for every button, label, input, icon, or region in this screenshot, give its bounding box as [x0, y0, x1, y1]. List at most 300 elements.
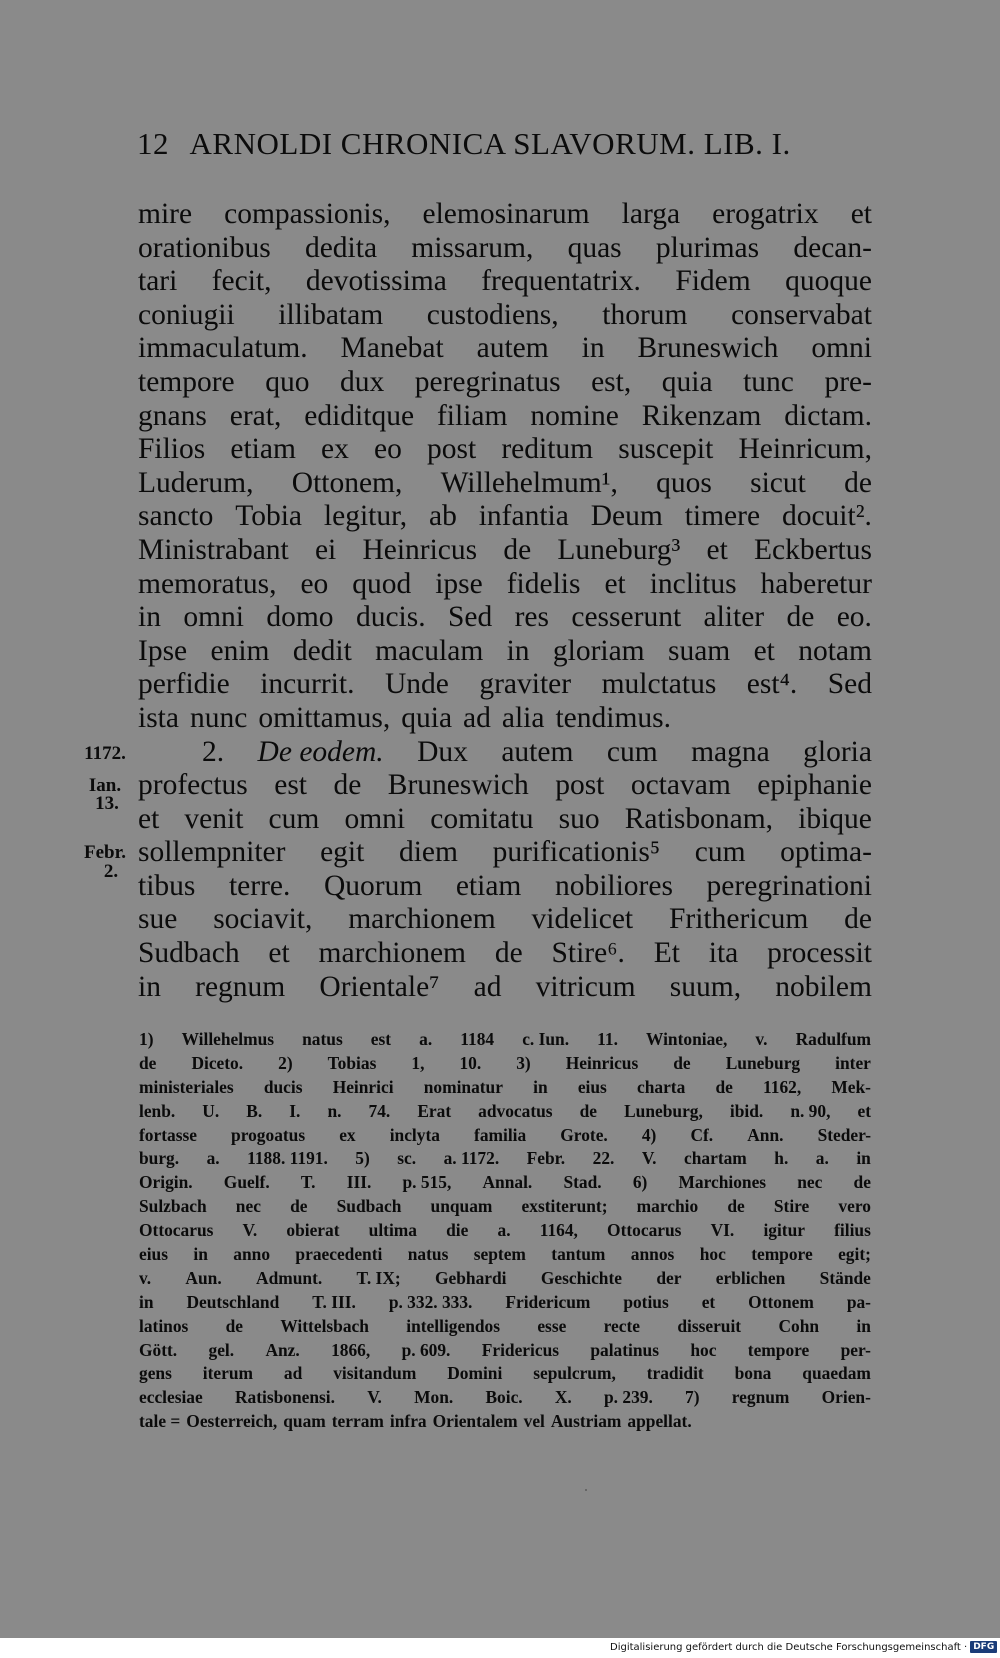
word: venit	[184, 802, 244, 835]
footnote-line	[139, 1171, 871, 1195]
word: peregrinatus	[414, 365, 561, 398]
word: Anz.	[265, 1339, 300, 1360]
word: comitatu	[430, 802, 534, 835]
word: appellat.	[627, 1411, 692, 1432]
word: tradidit	[646, 1363, 704, 1384]
word: cum	[606, 735, 658, 768]
word: vero	[838, 1196, 871, 1217]
word: eius	[577, 1076, 607, 1097]
word: autem	[501, 735, 574, 768]
word: tale =	[139, 1411, 181, 1432]
text-line	[138, 903, 872, 937]
text-line	[138, 971, 872, 1005]
word: Et	[653, 937, 680, 970]
word: optima-	[780, 836, 872, 869]
word: missarum,	[411, 231, 534, 264]
word: thorum	[602, 298, 688, 331]
word: Deutschland	[186, 1291, 280, 1312]
word: post	[427, 433, 477, 466]
word: sollempniter	[138, 836, 286, 869]
word: a.	[815, 1148, 829, 1169]
word: terram	[331, 1411, 384, 1432]
word: Gött.	[139, 1339, 178, 1360]
word: Ann.	[747, 1124, 784, 1145]
word: iterum	[202, 1363, 253, 1384]
word: nominatur	[423, 1076, 503, 1097]
word: palatinus	[590, 1339, 659, 1360]
word: in	[139, 1291, 154, 1312]
word: Austriam	[550, 1411, 622, 1432]
text-line	[138, 937, 872, 971]
word: eo	[374, 433, 402, 466]
word: Sulzbach	[139, 1196, 207, 1217]
footnote-line	[139, 1219, 871, 1243]
word: diem	[398, 836, 458, 869]
word: frequentatrix.	[481, 265, 641, 298]
word: quo	[265, 365, 310, 398]
word: p. 332. 333.	[388, 1291, 473, 1312]
word: fecit,	[211, 265, 272, 298]
running-header	[137, 126, 791, 162]
word: Luneburg,	[624, 1100, 703, 1121]
word: reditum	[501, 433, 594, 466]
word: exstiterunt;	[521, 1196, 608, 1217]
word: de	[673, 1052, 691, 1073]
word: eo	[300, 567, 329, 600]
margin-day-13: 13.	[95, 793, 119, 814]
word: per-	[840, 1339, 871, 1360]
word: 6)	[632, 1172, 648, 1193]
word: erblichen	[715, 1267, 786, 1288]
text-line	[138, 870, 872, 904]
word: gens	[139, 1363, 172, 1384]
word: Erat	[417, 1100, 452, 1121]
word: Wittelsbach	[280, 1315, 369, 1336]
word: unquam	[430, 1196, 493, 1217]
word: infantia	[478, 500, 569, 533]
word: de	[494, 937, 523, 970]
word: Radulfum	[795, 1029, 871, 1049]
word: a.	[206, 1148, 220, 1169]
word: V.	[242, 1220, 258, 1241]
chapter-title: De eodem.	[257, 735, 384, 768]
word: de	[844, 466, 872, 499]
word: B.	[246, 1100, 263, 1121]
word: in	[193, 1244, 208, 1265]
word: filius	[834, 1220, 871, 1241]
word: terre.	[228, 869, 291, 902]
word: V.	[641, 1148, 657, 1169]
word: tantum	[551, 1244, 606, 1265]
word: et	[604, 567, 626, 600]
word: et	[138, 802, 160, 835]
word: pa-	[846, 1291, 871, 1312]
word: hoc	[699, 1244, 726, 1265]
credit-text: Digitalisierung gefördert durch die Deutsche Forschungsgemeinschaft ·	[610, 1641, 968, 1653]
footnote-line	[139, 1410, 871, 1434]
word: suo	[558, 802, 600, 835]
word: Quorum	[323, 869, 423, 902]
word: sc.	[397, 1148, 417, 1169]
word: h.	[774, 1148, 789, 1169]
word: plurimas	[655, 231, 760, 264]
word: dedit	[292, 634, 352, 667]
word: erat,	[229, 399, 282, 432]
word: natus	[407, 1244, 449, 1265]
word: gel.	[208, 1339, 235, 1360]
word: gloriam	[552, 634, 645, 667]
word: Stire⁶.	[551, 937, 625, 970]
word: larga	[621, 198, 681, 230]
word: ad	[283, 1363, 303, 1384]
word: de	[579, 1100, 598, 1121]
text-line	[138, 232, 872, 266]
margin-month-febr: Febr.	[83, 842, 127, 863]
word: Stände	[819, 1267, 871, 1288]
word: inclitus	[649, 567, 737, 600]
text-line	[138, 668, 872, 702]
footnote-line	[139, 1362, 871, 1386]
word: Orientalem	[432, 1411, 518, 1432]
word: purificationis⁵	[492, 836, 661, 869]
digitization-credit	[610, 1641, 997, 1653]
word: latinos	[139, 1315, 189, 1336]
word: bona	[734, 1363, 772, 1384]
word: ecclesiae	[139, 1387, 203, 1408]
word: mulctatus	[601, 668, 717, 701]
footnote-line	[139, 1267, 871, 1291]
word: ei	[314, 533, 337, 566]
word: inclyta	[389, 1124, 440, 1145]
word: Willehelmus	[181, 1029, 275, 1049]
word: obierat	[286, 1220, 340, 1241]
text-line	[138, 265, 872, 299]
word: Marchiones	[678, 1172, 767, 1193]
word: est	[274, 769, 308, 802]
word: annos	[630, 1244, 675, 1265]
word: tari	[138, 265, 178, 298]
word: in	[506, 634, 530, 667]
word: dux	[339, 365, 385, 398]
word: de	[853, 1172, 871, 1193]
word: sue	[138, 903, 178, 936]
word: tibus	[138, 869, 196, 902]
word: sancto	[138, 500, 214, 533]
word: egit	[320, 836, 365, 869]
word: regnum	[731, 1387, 790, 1408]
word: 2)	[278, 1052, 293, 1073]
word: immaculatum.	[138, 332, 308, 365]
word: docuit².	[781, 500, 872, 533]
word: p. 515,	[402, 1172, 452, 1193]
word: Sudbach	[138, 937, 240, 970]
word: ipse	[435, 567, 483, 600]
word: cum	[268, 802, 320, 835]
word: de	[225, 1315, 244, 1336]
word: peregrinationi	[706, 869, 872, 902]
word: in	[856, 1148, 871, 1169]
word: illibatam	[278, 298, 384, 331]
word: marchionem	[318, 937, 466, 970]
word: aliter	[703, 601, 765, 634]
word: anno	[233, 1244, 271, 1265]
word: Ottonem	[748, 1291, 814, 1312]
text-line	[138, 534, 872, 568]
word: omni	[183, 601, 244, 634]
word: 4)	[641, 1124, 657, 1145]
word: octavam	[630, 769, 731, 802]
word: Bruneswich	[637, 332, 779, 365]
word: Gebhardi	[435, 1267, 507, 1288]
word: Heinricus	[565, 1052, 639, 1073]
word: suam	[667, 634, 731, 667]
word: sepulcrum,	[533, 1363, 616, 1384]
word: Frithericum	[669, 903, 809, 936]
page-number: 12	[137, 126, 169, 161]
footnote-line	[139, 1076, 871, 1100]
word: v.	[139, 1267, 152, 1288]
word: ex	[339, 1124, 356, 1145]
footnote-line	[139, 1339, 871, 1363]
word: vel	[523, 1411, 545, 1432]
word: natus	[302, 1029, 343, 1049]
word: post	[555, 769, 605, 802]
word: pre-	[824, 365, 872, 398]
word: a.	[419, 1029, 433, 1049]
word: I.	[289, 1100, 301, 1121]
word: nobilem	[775, 970, 872, 1003]
word: Tobias	[327, 1052, 377, 1073]
word: in	[138, 970, 161, 1003]
word: Steder-	[817, 1124, 871, 1145]
word: Rikenzam	[641, 399, 762, 432]
word: eius	[139, 1244, 168, 1265]
word: processit	[767, 937, 872, 970]
word: VI.	[710, 1220, 735, 1241]
word: Oesterreich,	[186, 1411, 278, 1432]
word: de	[786, 601, 815, 634]
chapter-number: 2.	[202, 735, 225, 768]
word: decan-	[793, 231, 872, 264]
word: Origin.	[139, 1172, 193, 1193]
word: tunc	[743, 365, 794, 398]
word: Grote.	[560, 1124, 608, 1145]
word: tendimus.	[555, 701, 672, 734]
word: et	[268, 937, 290, 970]
word: Geschichte	[540, 1267, 622, 1288]
word: disseruit	[677, 1315, 742, 1336]
word: 5)	[355, 1148, 370, 1169]
word: quas	[567, 231, 622, 264]
word: Boic.	[485, 1387, 523, 1408]
word: 11.	[597, 1029, 618, 1049]
running-title: ARNOLDI CHRONICA SLAVORUM. LIB. I.	[189, 126, 791, 161]
word: Stire	[773, 1196, 810, 1217]
word: p. 609.	[401, 1339, 451, 1360]
word: der	[656, 1267, 682, 1288]
word: Unde	[384, 668, 449, 701]
word: gloria	[803, 735, 872, 768]
word: conservabat	[731, 298, 872, 331]
word: Orientale⁷	[319, 970, 440, 1003]
word: erogatrix	[712, 198, 819, 230]
word: Cf.	[690, 1124, 714, 1145]
word: legitur,	[323, 500, 408, 533]
word: nobiliores	[554, 869, 673, 902]
text-line	[138, 836, 872, 870]
word: autem	[476, 332, 549, 365]
word: Manebat	[340, 332, 444, 365]
word: Tobia	[235, 500, 303, 533]
word: est,	[591, 365, 632, 398]
word: progoatus	[231, 1124, 306, 1145]
footnote-line	[139, 1028, 871, 1052]
word: quam	[283, 1411, 326, 1432]
word: U.	[202, 1100, 220, 1121]
word: a.	[497, 1220, 511, 1241]
word: omni	[344, 802, 406, 835]
word: notam	[798, 634, 872, 667]
text-line	[138, 500, 872, 534]
word: septem	[473, 1244, 526, 1265]
word: recte	[603, 1315, 640, 1336]
word: 22.	[592, 1148, 615, 1169]
footnote-line	[139, 1147, 871, 1171]
text-line	[138, 332, 872, 366]
word: egit;	[838, 1244, 871, 1265]
word: haberetur	[760, 567, 872, 600]
word: 1188. 1191.	[247, 1148, 328, 1169]
word: Diceto.	[191, 1052, 244, 1073]
word: cum	[694, 836, 746, 869]
word: dedita	[304, 231, 378, 264]
word: ex	[321, 433, 349, 466]
word: compassionis,	[224, 198, 391, 230]
word: advocatus	[478, 1100, 553, 1121]
word: igitur	[763, 1220, 805, 1241]
word: Luderum,	[138, 466, 254, 499]
word: etiam	[230, 433, 296, 466]
speck	[585, 1489, 587, 1491]
word: ducis	[263, 1076, 303, 1097]
word: p. 239.	[604, 1387, 653, 1408]
word: nec	[235, 1196, 261, 1217]
word: vitricum	[535, 970, 636, 1003]
word: quia	[401, 701, 453, 734]
word: nunc	[189, 701, 248, 734]
word: X.	[554, 1387, 572, 1408]
word: suscepit	[618, 433, 714, 466]
footnote-line	[139, 1124, 871, 1148]
word: de	[139, 1052, 157, 1073]
word: nomine	[530, 399, 619, 432]
word: Heinricum,	[738, 433, 872, 466]
word: Annal.	[482, 1172, 533, 1193]
word: et	[857, 1100, 871, 1121]
footnote-line	[139, 1100, 871, 1124]
footnote-line	[139, 1195, 871, 1219]
word: dictam.	[784, 399, 872, 432]
word: T. III.	[312, 1291, 356, 1312]
word: magna	[691, 735, 770, 768]
text-line	[138, 635, 872, 669]
word: Bruneswich	[387, 769, 529, 802]
word: elemosinarum	[422, 198, 590, 230]
word: 1164,	[539, 1220, 578, 1241]
word: in	[533, 1076, 548, 1097]
word: suum,	[669, 970, 742, 1003]
word: Luneburg³	[557, 533, 681, 566]
word: inter	[835, 1052, 871, 1073]
word: est⁴.	[746, 668, 798, 701]
word: profectus	[138, 769, 248, 802]
margin-month-ian: Ian.	[88, 775, 122, 796]
word: visitandum	[333, 1363, 417, 1384]
word: Fridericum	[505, 1291, 591, 1312]
word: ista	[138, 701, 179, 734]
word: Mon.	[414, 1387, 454, 1408]
word: Sed	[827, 668, 872, 701]
word: 1866,	[331, 1339, 371, 1360]
margin-day-2: 2.	[103, 861, 119, 882]
word: quia	[661, 365, 713, 398]
text-line	[138, 467, 872, 501]
text-line	[138, 702, 872, 736]
word: domo	[266, 601, 334, 634]
word: alia	[501, 701, 545, 734]
word: Ottocarus	[139, 1220, 214, 1241]
word: Sudbach	[336, 1196, 402, 1217]
text-line	[138, 601, 872, 635]
word: in	[138, 601, 161, 634]
word: esse	[537, 1315, 567, 1336]
word: tempore	[751, 1244, 813, 1265]
word: Domini	[447, 1363, 503, 1384]
word: 1)	[139, 1029, 154, 1049]
word: Ottocarus	[607, 1220, 682, 1241]
word: et	[701, 1291, 716, 1312]
word: Fridericus	[481, 1339, 560, 1360]
word: res	[514, 601, 549, 634]
word: devotissima	[305, 265, 447, 298]
chapter-heading-line	[138, 736, 872, 770]
word: T. IX;	[356, 1267, 401, 1288]
word: ibique	[798, 802, 872, 835]
word: memoratus,	[138, 567, 277, 600]
word: enim	[210, 634, 270, 667]
word: de	[290, 1196, 308, 1217]
word: in	[856, 1315, 871, 1336]
word: Ratisbonensi.	[234, 1387, 335, 1408]
word: coniugii	[138, 298, 235, 331]
word: c. Iun.	[522, 1029, 570, 1049]
word: quoque	[785, 265, 872, 298]
word: et	[706, 533, 728, 566]
word: Ratisbonam,	[624, 802, 774, 835]
word: Ottonem,	[291, 466, 403, 499]
word: Admunt.	[256, 1267, 323, 1288]
text-line	[138, 198, 872, 232]
word: Aun.	[185, 1267, 222, 1288]
word: quod	[352, 567, 412, 600]
word: n. 90,	[790, 1100, 831, 1121]
text-line	[138, 769, 872, 803]
word: de	[727, 1196, 745, 1217]
word: Eckbertus	[754, 533, 872, 566]
word: 1162,	[763, 1076, 802, 1097]
footnote-line	[139, 1386, 871, 1410]
word: sociavit,	[213, 903, 313, 936]
